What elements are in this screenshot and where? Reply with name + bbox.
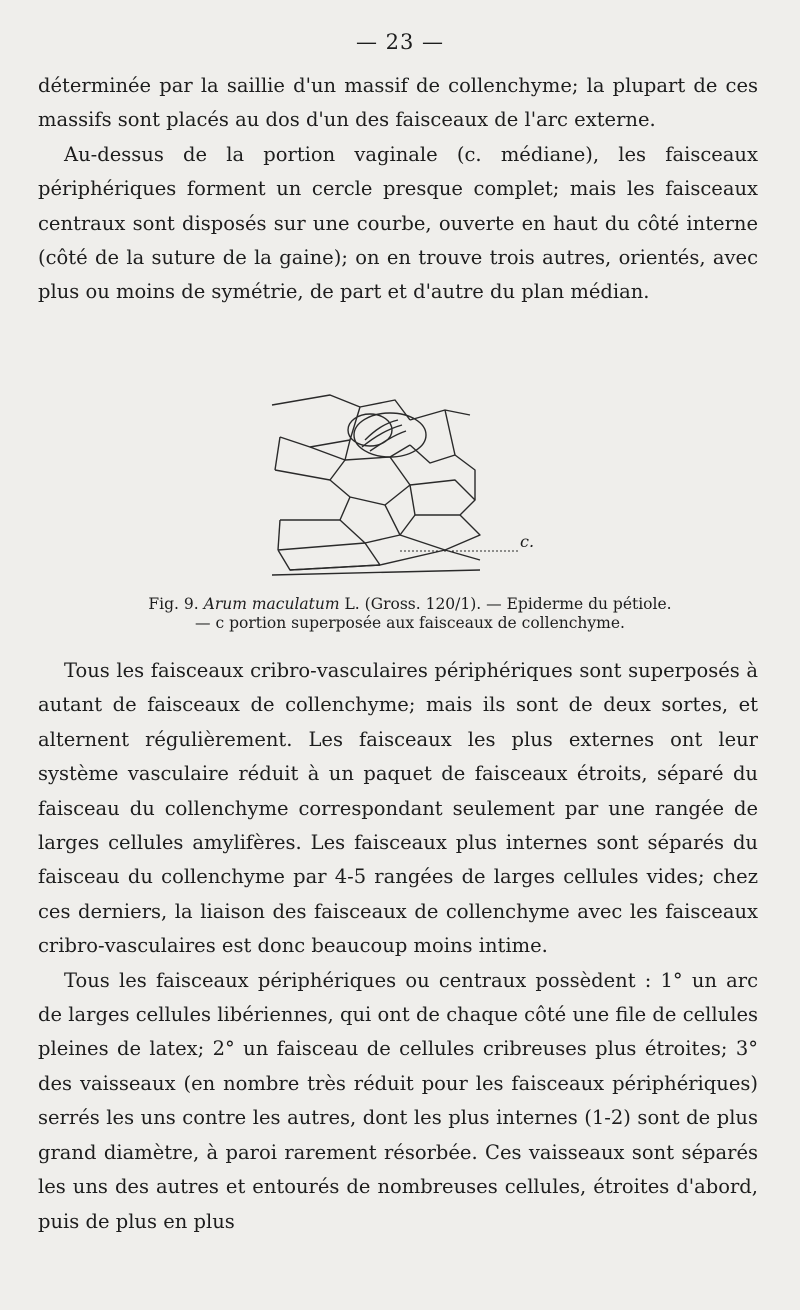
figure-label-c: c. [520,532,535,551]
caption-rest: L. (Gross. 120/1). — Epiderme du pétiole. [344,595,672,613]
caption-species: Arum maculatum [203,595,340,613]
epidermis-cell-drawing [270,385,550,585]
text-block-top [38,69,758,310]
caption-fig-number: Fig. 9. [148,595,199,613]
caption-line-1 [60,595,760,614]
caption-line-2: — c portion superposée aux faisceaux de collenchyme. [195,614,625,632]
paragraph-peripheral-central: Tous les faisceaux périphériques ou centraux possèdent : 1° un arc de larges cellules libériennes, qui ont de chaque côté une file de cellules pleines de latex; 2° un faisceau de cellules cribreuses plus étroites; 3° des vaisseaux (en nombre très réduit pour les faisceaux périphériques) serrés les uns contre les autres, dont les plus internes (1-2) sont de plus grand diamètre, à paroi rarement résorbée. Ces vaisseaux sont séparés les uns des autres et entourés de nombreuses cellules, étroites d'abord, puis de plus en plus [38,968,758,1233]
figure-epidermis-drawing [270,385,550,585]
paragraph-continued: déterminée par la saillie d'un massif de collenchyme; la plupart de ces massifs sont placés au dos d'un des faisceaux de l'arc externe. [38,74,758,132]
page-number: — 23 — [355,30,445,54]
figure-caption [60,595,760,633]
paragraph-cribro-vascular: Tous les faisceaux cribro-vasculaires périphériques sont superposés à autant de faisceaux de collenchyme; mais ils sont de deux sortes, et alternent régulièrement. Les faisceaux les plus externes ont leur système vasculaire réduit à un paquet de faisceaux étroits, séparé du faisceau du collenchyme correspondant seulement par une rangée de larges cellules amylifères. Les faisceaux plus internes sont séparés du faisceau du collenchyme par 4-5 rangées de larges cellules vides; chez ces derniers, la liaison des faisceaux de collenchyme avec les faisceaux cribro-vasculaires est donc beaucoup moins intime. [38,659,758,958]
paragraph-vaginal-portion: Au-dessus de la portion vaginale (c. médiane), les faisceaux périphériques forment un cercle presque complet; mais les faisceaux centraux sont disposés sur une courbe, ouverte en haut du côté interne (côté de la suture de la gaine); on en trouve trois autres, orientés, avec plus ou moins de symétrie, de part et d'autre du plan médian. [38,142,758,304]
text-block-bottom [38,654,758,1239]
